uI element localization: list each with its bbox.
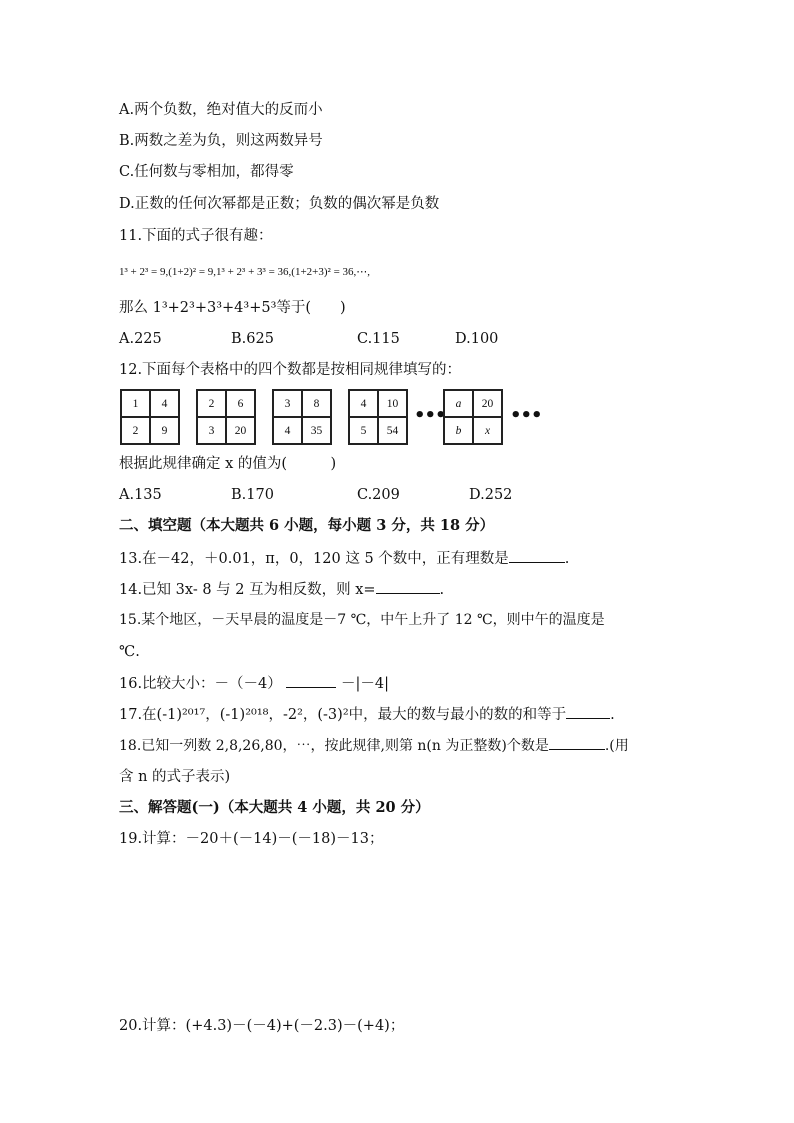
q11-option-d: D.100: [455, 331, 499, 347]
table-cell: 1: [121, 390, 150, 417]
q12-option-d: D.252: [469, 487, 513, 503]
q11-formula: 1³ + 2³ = 9,(1+2)² = 9,1³ + 2³ + 3³ = 36,(1+2+3)² = 36,⋯,: [119, 266, 371, 278]
answer-blank[interactable]: [549, 735, 605, 750]
table-cell: x: [473, 417, 502, 444]
table-cell: 2: [197, 390, 226, 417]
table-cell: 10: [378, 390, 407, 417]
ellipsis-dots: •••: [414, 405, 446, 426]
ellipsis-dots: •••: [510, 405, 542, 426]
q11-option-a: A.225: [119, 331, 162, 347]
table-cell: 3: [273, 390, 302, 417]
q16-text: 16.比较大小：－（－4）: [119, 676, 282, 692]
table-cell: 9: [150, 417, 179, 444]
table-cell: 20: [226, 417, 255, 444]
table-cell: a: [444, 390, 473, 417]
q12-table-4: [348, 389, 408, 445]
q17-end: .: [610, 707, 615, 723]
table-cell: 2: [121, 417, 150, 444]
q13-end: .: [564, 551, 570, 567]
q18-text: 18.已知一列数 2,8,26,80，⋯，按此规律,则第 n(n 为正整数)个数是: [119, 738, 549, 754]
answer-blank[interactable]: [376, 579, 440, 594]
table-cell: 5: [349, 417, 378, 444]
q14-text: 14.已知 3x- 8 与 2 互为相反数，则 x=: [119, 582, 376, 598]
q13: [119, 548, 569, 569]
q18-line-2: 含 n 的式子表示): [119, 769, 231, 785]
q12-table-3: [272, 389, 332, 445]
q20: 20.计算：(+4.3)－(－4)+(－2.3)－(+4)；: [119, 1018, 405, 1034]
q12-table-2: [196, 389, 256, 445]
q18-end: .(用: [604, 738, 629, 754]
q10-option-b: B.两数之差为负，则这两数异号: [119, 133, 323, 149]
table-cell: 35: [302, 417, 331, 444]
q12-stem: 12.下面每个表格中的四个数都是按相同规律填写的：: [119, 362, 462, 378]
q13-text: 13.在－42，＋0.01，π，0，120 这 5 个数中，正有理数是: [119, 551, 509, 567]
q16: [119, 673, 389, 694]
q12-table-5: [443, 389, 503, 445]
q12-option-a: A.135: [119, 487, 162, 503]
table-cell: b: [444, 417, 473, 444]
q10-option-a: A.两个负数，绝对值大的反而小: [119, 102, 323, 118]
table-cell: 6: [226, 390, 255, 417]
q10-option-c: C.任何数与零相加，都得零: [119, 164, 294, 180]
q17: [119, 704, 615, 725]
q11-option-b: B.625: [231, 331, 274, 347]
q19: 19.计算：－20＋(－14)－(－18)－13；: [119, 831, 384, 847]
q12-option-b: B.170: [231, 487, 274, 503]
section-2-heading: 二、填空题（本大题共 6 小题，每小题 3 分，共 18 分）: [119, 517, 495, 534]
q11-stem: 11.下面的式子很有趣：: [119, 228, 273, 244]
table-cell: 4: [150, 390, 179, 417]
q11-option-c: C.115: [357, 331, 400, 347]
q15-line-1: 15.某个地区，－天早晨的温度是－7 ℃，中午上升了 12 ℃，则中午的温度是: [119, 612, 605, 628]
q12-option-c: C.209: [357, 487, 400, 503]
q11-question: 那么 1³+2³+3³+4³+5³等于( ): [119, 300, 346, 316]
q16-end: －|－4|: [341, 676, 390, 692]
q12-table-1: [120, 389, 180, 445]
table-cell: 8: [302, 390, 331, 417]
table-cell: 20: [473, 390, 502, 417]
q18-line-1: [119, 735, 629, 756]
table-cell: 3: [197, 417, 226, 444]
answer-blank[interactable]: [509, 548, 565, 563]
q10-option-d: D.正数的任何次幂都是正数；负数的偶次幂是负数: [119, 196, 440, 212]
answer-blank[interactable]: [566, 704, 610, 719]
table-cell: 4: [273, 417, 302, 444]
answer-blank[interactable]: [286, 673, 336, 688]
table-cell: 54: [378, 417, 407, 444]
q15-line-2: ℃.: [119, 644, 140, 660]
q12-question: 根据此规律确定 x 的值为( ): [119, 456, 337, 472]
q14: [119, 579, 444, 600]
table-cell: 4: [349, 390, 378, 417]
q14-end: .: [439, 582, 445, 598]
section-3-heading: 三、解答题(一)（本大题共 4 小题，共 20 分）: [119, 799, 430, 816]
q17-text: 17.在(-1)²⁰¹⁷，(-1)²⁰¹⁸，-2²，(-3)²中，最大的数与最小的数的和等于: [119, 707, 567, 723]
